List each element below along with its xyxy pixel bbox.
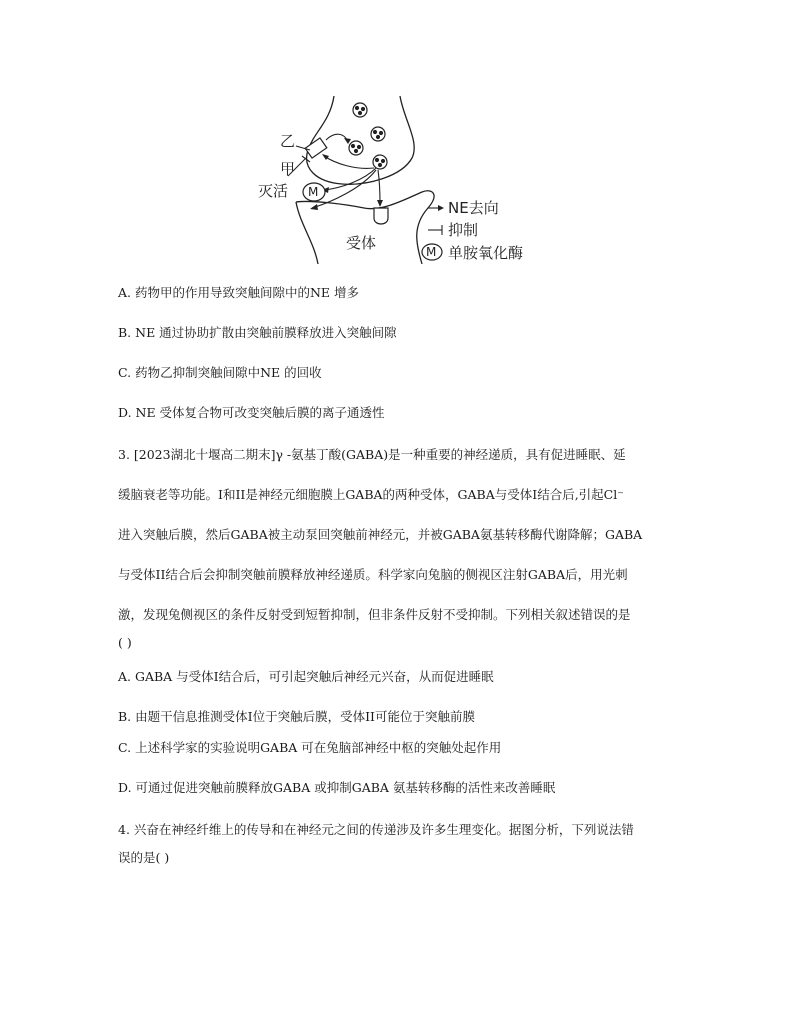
label-jia: 甲 xyxy=(280,160,296,178)
synaptic-vesicle xyxy=(371,127,385,141)
synaptic-vesicle xyxy=(349,141,363,155)
label-inactivation: 灭活 xyxy=(258,182,289,200)
receptor xyxy=(374,208,388,224)
synapse-diagram xyxy=(252,92,552,267)
q3-stem-line: 激，发现兔侧视区的条件反射受到短暂抑制，但非条件反射不受抑制。下列相关叙述错误的是 xyxy=(118,607,631,622)
presynaptic-terminal xyxy=(307,96,415,184)
synaptic-vesicle xyxy=(353,103,367,117)
q3-answer-bracket: ( ) xyxy=(118,635,132,650)
q2-option-c: C. 药物乙抑制突触间隙中NE 的回收 xyxy=(118,365,322,380)
q3-stem-line: 缓脑衰老等功能。I和II是神经元细胞膜上GABA的两种受体，GABA与受体I结合后,引起Cl⁻ xyxy=(118,487,624,502)
synaptic-vesicle xyxy=(373,155,387,169)
q3-stem-line: 进入突触后膜，然后GABA被主动泵回突触前神经元，并被GABA氨基转移酶代谢降解；GABA xyxy=(118,527,643,542)
q3-stem-line: 与受体II结合后会抑制突触前膜释放神经递质。科学家向兔脑的侧视区注射GABA后，用光刺 xyxy=(118,567,628,582)
q4-stem-line: 误的是( ) xyxy=(118,850,170,865)
mao-label: M xyxy=(308,185,319,199)
q3-option-b: B. 由题干信息推测受体I位于突触后膜，受体II可能位于突触前膜 xyxy=(118,709,475,724)
postsynaptic-membrane xyxy=(296,191,437,264)
legend-m-symbol: M xyxy=(426,245,437,259)
postsynaptic-cell-left xyxy=(296,202,318,264)
q4-stem-line: 4. 兴奋在神经纤维上的传导和在神经元之间的传递涉及许多生理变化。据图分析，下列说法错 xyxy=(118,822,634,837)
q2-option-b: B. NE 通过协助扩散由突触前膜释放进入突触间隙 xyxy=(118,325,397,340)
q2-option-a: A. 药物甲的作用导致突触间隙中的NE 增多 xyxy=(118,285,360,300)
q3-option-a: A. GABA 与受体I结合后，可引起突触后神经元兴奋，从而促进睡眠 xyxy=(118,669,494,684)
label-receptor: 受体 xyxy=(346,234,377,252)
q2-option-d: D. NE 受体复合物可改变突触后膜的离子通透性 xyxy=(118,405,385,420)
q3-option-c: C. 上述科学家的实验说明GABA 可在兔脑部神经中枢的突触处起作用 xyxy=(118,740,502,755)
q3-option-d: D. 可通过促进突触前膜释放GABA 或抑制GABA 氨基转移酶的活性来改善睡眠 xyxy=(118,780,556,795)
legend-mao: 单胺氧化酶 xyxy=(448,244,524,262)
q3-stem-line: 3. [2023湖北十堰高二期末]γ -氨基丁酸(GABA)是一种重要的神经递质，具有促进睡眠、延 xyxy=(118,447,626,462)
legend-inhibit: 抑制 xyxy=(448,221,479,239)
label-yi: 乙 xyxy=(280,132,296,150)
legend-ne: NE去向 xyxy=(448,199,499,217)
